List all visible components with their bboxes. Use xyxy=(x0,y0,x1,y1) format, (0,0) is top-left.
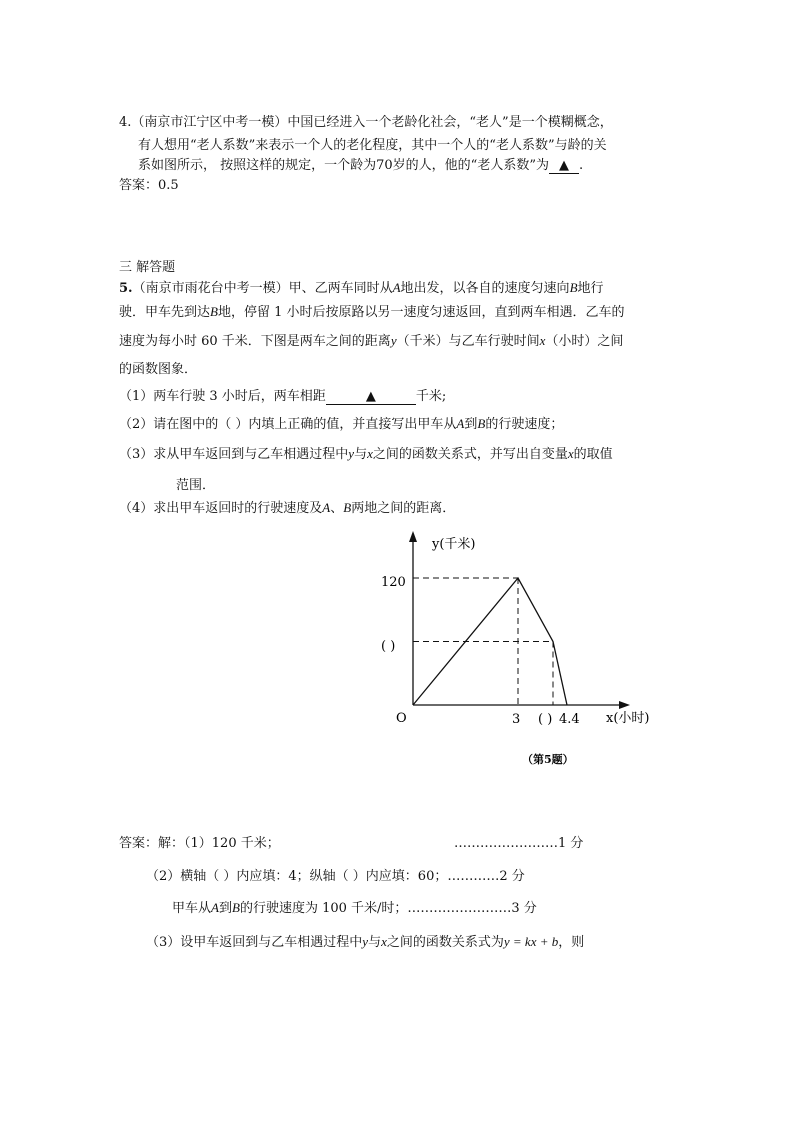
y-axis-arrow xyxy=(409,531,417,542)
q5-line3 xyxy=(119,333,623,350)
x-tick-label-3: 3 xyxy=(512,712,521,727)
q5-p1-blank: ▲ xyxy=(326,390,416,405)
q5-p4-A: A xyxy=(322,500,331,515)
q5-part1 xyxy=(119,389,446,405)
answer-a4-d: ，则 xyxy=(558,935,585,950)
q5-line4: 的函数图象． xyxy=(119,362,198,377)
answer-a3-B: B xyxy=(231,900,240,915)
answer-a3-a: 甲车从 xyxy=(172,901,212,916)
origin-label: O xyxy=(396,711,407,726)
q5-part4 xyxy=(119,500,455,517)
q5-p3-c: 之间的函数关系式，并写出自变量 xyxy=(372,447,568,462)
function-graph xyxy=(360,525,660,770)
q4-answer-blank: ▲ xyxy=(549,159,579,174)
q5-p2-A: A xyxy=(456,416,465,431)
q5-p4-sep: 、 xyxy=(330,501,344,516)
q4-line3 xyxy=(138,158,583,174)
x-axis-label: x(小时) xyxy=(606,711,650,726)
answer-line3 xyxy=(172,900,537,917)
q5-line2 xyxy=(119,304,625,321)
q5-l3-a: 速度为每小时 60 千米．下图是两车之间的距离 xyxy=(119,334,391,349)
x-tick-label-blank: ( ) xyxy=(538,712,553,727)
answer-a4-b: 与 xyxy=(368,935,382,950)
q5-l1-a: （南京市雨花台中考一模）甲、乙两车同时从 xyxy=(132,281,393,296)
q5-p2-c: 的行驶速度； xyxy=(485,417,564,432)
answer-a4-equation: y = kx + b xyxy=(503,934,559,949)
q5-p4-a: （4）求出甲车返回时的行驶速度及 xyxy=(119,501,323,516)
q5-p2-b: 到 xyxy=(464,417,478,432)
q5-p3-x: x xyxy=(367,446,373,461)
q5-p1-b: 千米; xyxy=(415,389,447,404)
q5-l2-b: 地，停留 1 小时后按原路以另一速度匀速返回，直到两车相遇．乙车的 xyxy=(217,305,625,320)
answer-a4-a: （3）设甲车返回到与乙车相遇过程中 xyxy=(146,935,363,950)
q5-l3-b: （千米）与乙车行驶时间 xyxy=(396,334,540,349)
answer-a4-c: 之间的函数关系式为 xyxy=(386,935,504,950)
q5-p3-d: 的取值 xyxy=(573,447,613,462)
answer-line2: （2）横轴（ ）内应填：4；纵轴（ ）内应填：60；…………2 分 xyxy=(146,869,525,884)
q4-line1: 4.（南京市江宁区中考一模）中国已经进入一个老龄化社会，“老人”是一个模糊概念， xyxy=(119,115,613,130)
q5-l1-A: A xyxy=(392,280,401,295)
q4-answer: 答案：0.5 xyxy=(119,178,179,193)
y-tick-label-blank: ( ) xyxy=(381,639,396,654)
q5-p4-b: 两地之间的距离． xyxy=(351,501,456,516)
q5-p4-B: B xyxy=(343,500,352,515)
q5-number: 5. xyxy=(119,281,133,296)
q5-p3-a: （3）求从甲车返回到与乙车相遇过程中 xyxy=(119,447,349,462)
q5-l3-x: x xyxy=(539,333,546,348)
q5-l3-c: （小时）之间 xyxy=(545,334,624,349)
answer-a3-A: A xyxy=(211,900,219,915)
q4-line3-end: . xyxy=(578,158,584,173)
answer-a1-score: ……………………1 分 xyxy=(454,836,584,851)
y-tick-label-120: 120 xyxy=(381,575,406,590)
q5-p2-a: （2）请在图中的（ ）内填上正确的值，并直接写出甲车从 xyxy=(119,417,457,432)
q5-l1-B: B xyxy=(569,280,578,295)
answer-line4 xyxy=(146,934,584,951)
q4-line3-text: 系如图所示， 按照这样的规定，一个龄为70岁的人，他的“老人系数”为 xyxy=(138,158,549,173)
section-title: 三 解答题 xyxy=(119,260,176,275)
figure-caption: （第5题） xyxy=(522,753,574,766)
q5-p3-b: 与 xyxy=(354,447,368,462)
q5-l1-c: 地行 xyxy=(577,281,604,296)
q5-p3-y: y xyxy=(348,446,355,461)
x-axis-arrow xyxy=(619,701,630,709)
answer-a4-x: x xyxy=(381,934,387,949)
q5-part3 xyxy=(119,446,613,463)
q5-line1 xyxy=(119,280,604,297)
q5-l2-a: 驶．甲车先到达 xyxy=(119,305,211,320)
q4-line2: 有人想用“老人系数”来表示一个人的老化程度，其中一个人的“老人系数”与龄的关 xyxy=(138,138,607,153)
q5-l1-b: 地出发，以各自的速度匀速向 xyxy=(400,281,570,296)
answer-line1 xyxy=(119,836,280,852)
x-tick-label-4-4: 4.4 xyxy=(559,712,580,727)
q5-p1-a: （1）两车行驶 3 小时后，两车相距 xyxy=(119,389,326,404)
q5-p2-B: B xyxy=(477,416,486,431)
y-axis-label: y(千米) xyxy=(432,537,476,552)
q5-part2 xyxy=(119,416,563,433)
q5-l2-B: B xyxy=(210,304,218,319)
answer-a1: 答案：解：（1）120 千米； xyxy=(119,836,280,851)
q5-part3-cont: 范围． xyxy=(176,478,216,493)
answer-a3-b: 到 xyxy=(218,901,232,916)
answer-a3-c: 的行驶速度为 100 千米/时；……………………3 分 xyxy=(239,901,537,916)
answer-a4-y: y xyxy=(362,934,369,949)
q5-p3-x2: x xyxy=(567,446,574,461)
q5-l3-y: y xyxy=(390,333,397,348)
